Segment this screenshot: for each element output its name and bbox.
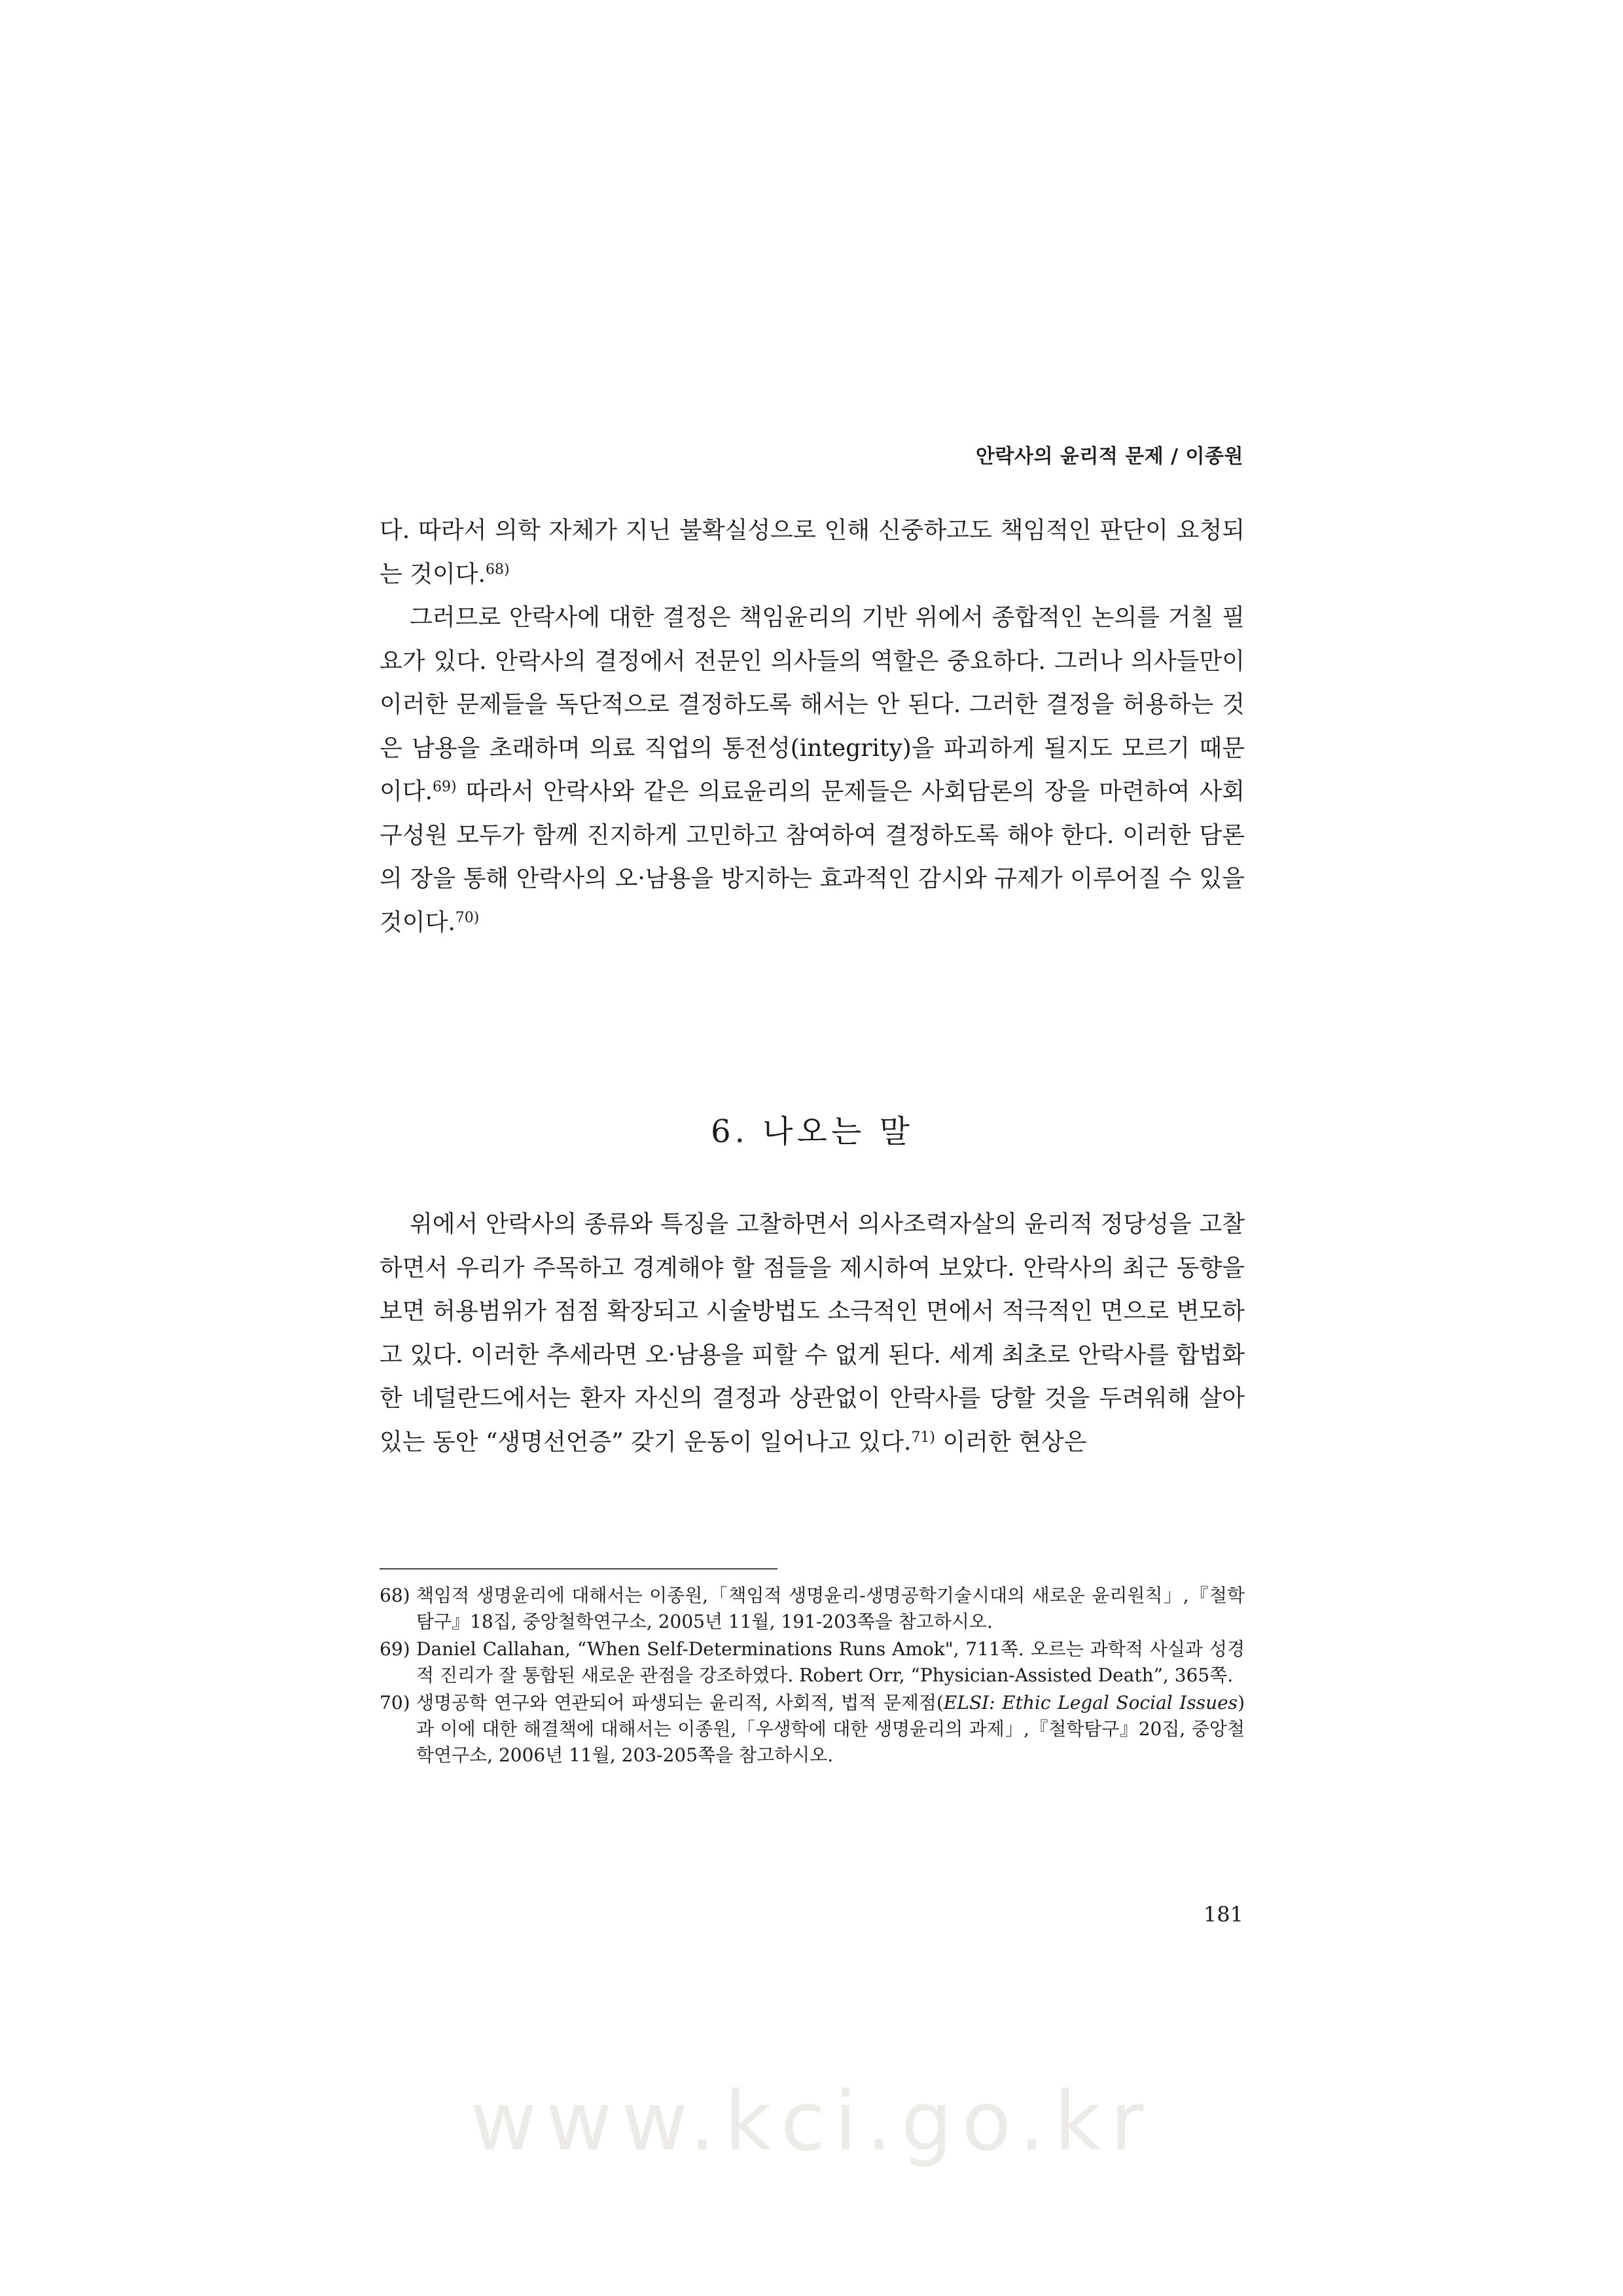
footnote-68 — [380, 1583, 1245, 1635]
footnote-ref-71[interactable]: 71) — [911, 1429, 936, 1446]
footnote-text: Daniel Callahan, “When Self-Determinations Runs Amok", 711쪽. 오르는 과학적 사실과 성경적 진리가 잘 통합된 새로운 관점을 강조하였다. Robert Orr, “Physician-Assisted Death”, 365쪽. — [416, 1638, 1245, 1686]
watermark: www.kci.go.kr — [470, 2075, 1153, 2169]
footnote-ref-70[interactable]: 70) — [455, 909, 480, 926]
footnote-text-part: )과 이에 대한 해결책에 대해서는 이종원,「우생학에 대한 생명윤리의 과제」,『철학탐구』20집, 중앙철학연구소, 2006년 11월, 203-205쪽을 참고하시오. — [416, 1692, 1245, 1766]
paragraph-text: 그러므로 안락사에 대한 결정은 책임윤리의 기반 위에서 종합적인 논의를 거칠 필요가 있다. 안락사의 결정에서 전문인 의사들의 역할은 중요하다. 그러나 의사들만이 이러한 문제들을 독단적으로 결정하도록 해서는 안 된다. 그러한 결정을 허용하는 것은 남용을 초래하며 의료 직업의 통전성(integrity)을 파괴하게 될지도 모르기 때문이다. — [380, 604, 1245, 805]
paragraph-text: 다. 따라서 의학 자체가 지닌 불확실성으로 인해 신중하고도 책임적인 판단이 요청되는 것이다. — [380, 517, 1245, 588]
paragraph-text: 따라서 안락사와 같은 의료윤리의 문제들은 사회담론의 장을 마련하여 사회 구성원 모두가 함께 진지하게 고민하고 참여하여 결정하도록 해야 한다. 이러한 담론의 장을 통해 안락사의 오·남용을 방지하는 효과적인 감시와 규제가 이루어질 수 있을 것이다. — [380, 778, 1245, 936]
running-header: 안락사의 윤리적 문제 / 이종원 — [976, 445, 1243, 468]
footnote-ref-68[interactable]: 68) — [486, 561, 510, 578]
footnote-divider — [380, 1568, 777, 1570]
paragraph-text: 위에서 안락사의 종류와 특징을 고찰하면서 의사조력자살의 윤리적 정당성을 고찰하면서 우리가 주목하고 경계해야 할 점들을 제시하여 보았다. 안락사의 최근 동향을 보면 허용범위가 점점 확장되고 시술방법도 소극적인 면에서 적극적인 면으로 변모하고 있다. 이러한 추세라면 오·남용을 피할 수 없게 된다. 세계 최초로 안락사를 합법화한 네덜란드에서는 환자 자신의 결정과 상관없이 안락사를 당할 것을 두려워해 살아있는 동안 “생명선언증” 갖기 운동이 일어나고 있다. — [380, 1211, 1245, 1456]
paragraph-text: 이러한 현상은 — [935, 1428, 1087, 1456]
paragraph — [380, 596, 1245, 944]
footnote-italic-term: ELSI: Ethic Legal Social Issues — [943, 1692, 1238, 1713]
footnote-ref-69[interactable]: 69) — [433, 779, 457, 795]
page-number: 181 — [1203, 1902, 1243, 1927]
footnote-text-part: 생명공학 연구와 연관되어 파생되는 윤리적, 사회적, 법적 문제점( — [416, 1692, 944, 1713]
footnote-text — [416, 1690, 1245, 1768]
footnote-number: 68) — [380, 1585, 410, 1606]
footnote-69 — [380, 1636, 1245, 1689]
section-heading: 6. 나오는 말 — [711, 1113, 914, 1150]
footnote-number: 69) — [380, 1638, 410, 1660]
footnotes — [380, 1583, 1245, 1770]
paragraph-continuation — [380, 509, 1245, 596]
body-text-top — [380, 509, 1245, 944]
paragraph — [380, 1203, 1245, 1464]
footnote-number: 70) — [380, 1692, 410, 1713]
footnote-text: 책임적 생명윤리에 대해서는 이종원,「책임적 생명윤리-생명공학기술시대의 새로운 윤리원칙」,『철학탐구』18집, 중앙철학연구소, 2005년 11월, 191-203쪽을 참고하시오. — [416, 1585, 1245, 1632]
body-text-bottom — [380, 1203, 1245, 1464]
footnote-70 — [380, 1690, 1245, 1768]
